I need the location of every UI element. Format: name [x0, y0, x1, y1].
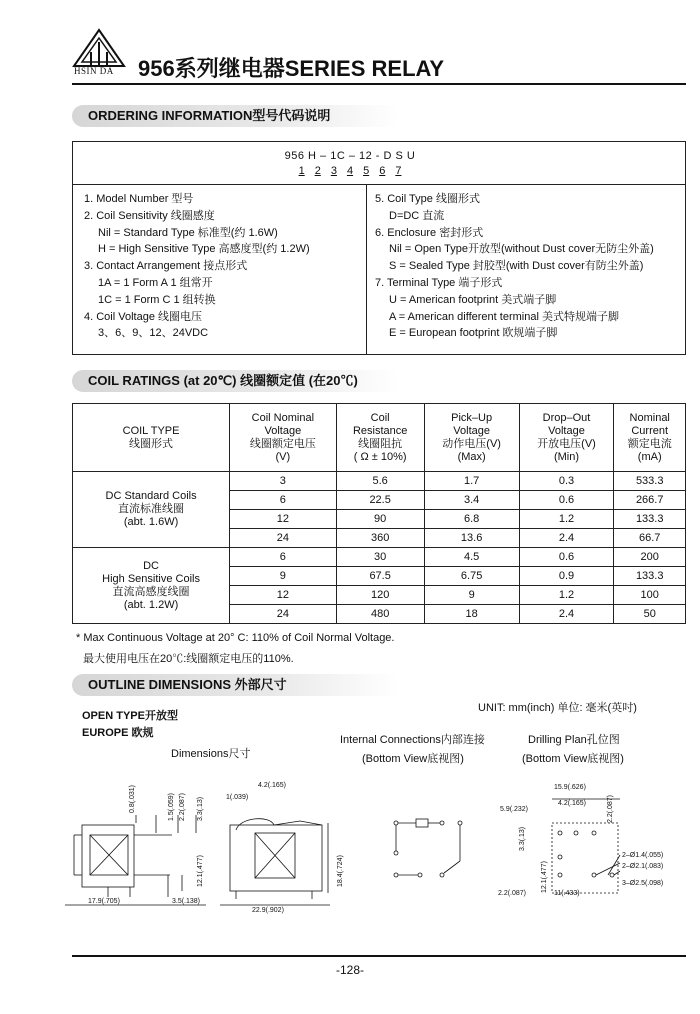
ordering-item: Nil = Open Type开放型(without Dust cover无防尘外盖) — [389, 243, 654, 256]
coil-value-cell: 0.3 — [519, 472, 614, 491]
dim-1.5: 1.5(.059) — [168, 792, 175, 821]
coil-value-cell: 3.4 — [424, 491, 519, 510]
coil-value-cell: 22.5 — [336, 491, 424, 510]
dim-4.2: 4.2(.165) — [258, 782, 287, 789]
ordering-list-left — [84, 191, 310, 342]
unit-label: UNIT: mm(inch) 单位: 毫米(英吋) — [478, 702, 637, 714]
coil-value-cell: 18 — [424, 605, 519, 624]
coil-header-cell: Nominal Current 额定电流 (mA) — [614, 404, 686, 472]
coil-value-cell: 3 — [230, 472, 337, 491]
coil-value-cell: 12 — [230, 510, 337, 529]
ordering-divider — [72, 184, 686, 185]
dim-15.9: 15.9(.626) — [554, 784, 586, 791]
coil-value-cell: 133.3 — [614, 510, 686, 529]
coil-value-cell: 6.75 — [424, 567, 519, 586]
dim-3.3b: 3.3(.13) — [519, 826, 526, 851]
dim-12.1b: 12.1(.477) — [541, 861, 548, 893]
dim-17.9: 17.9(.705) — [88, 898, 120, 905]
dim-4.2b: 4.2(.165) — [558, 800, 587, 807]
coil-value-cell: 100 — [614, 586, 686, 605]
coil-value-cell: 9 — [230, 567, 337, 586]
coil-value-cell: 200 — [614, 548, 686, 567]
coil-value-cell: 9 — [424, 586, 519, 605]
ordering-item: E = European footprint 欧规端子脚 — [389, 327, 558, 340]
ordering-item: 6. Enclosure 密封形式 — [375, 226, 484, 239]
coil-value-cell: 24 — [230, 605, 337, 624]
model-code-digit: 2 — [314, 165, 321, 177]
internal-view-label: (Bottom View底视图) — [362, 753, 464, 765]
dim-hole-2.1: 2–Ø2.1(.083) — [622, 863, 664, 870]
coil-value-cell: 0.6 — [519, 491, 614, 510]
drilling-view-label: (Bottom View底视图) — [522, 753, 624, 765]
dim-hole-2.5: 3–Ø2.5(.098) — [622, 880, 664, 887]
internal-connections-drawing — [394, 819, 462, 877]
ordering-item: D=DC 直流 — [389, 209, 445, 222]
ordering-banner: ORDERING INFORMATION型号代码说明 — [72, 105, 398, 127]
table-row — [73, 548, 686, 567]
drilling-plan-dim-labels — [498, 784, 663, 897]
coil-table-header-row — [73, 404, 686, 472]
coil-ratings-banner: COIL RATINGS (at 20℃) 线圈额定值 (在20℃) — [72, 370, 398, 392]
coil-value-cell: 13.6 — [424, 529, 519, 548]
dim-12.1: 12.1(.477) — [197, 855, 204, 887]
front-view-drawing — [220, 819, 330, 905]
ordering-column-divider — [366, 184, 367, 354]
dim-2.2c: 2.2(.087) — [498, 890, 527, 897]
coil-value-cell: 1.2 — [519, 586, 614, 605]
coil-header-cell: Coil Resistance 线圈阻抗 ( Ω ± 10%) — [336, 404, 424, 472]
dim-2.2b: 2.2(.087) — [607, 794, 614, 823]
side-view-drawing — [65, 815, 206, 905]
ordering-item: Nil = Standard Type 标准型(约 1.6W) — [98, 226, 278, 239]
coil-value-cell: 266.7 — [614, 491, 686, 510]
dim-0.8: 0.8(.031) — [129, 784, 136, 813]
coil-header-cell: Pick–Up Voltage 动作电压(V) (Max) — [424, 404, 519, 472]
model-code-digit: 7 — [395, 165, 402, 177]
coil-value-cell: 90 — [336, 510, 424, 529]
coil-value-cell: 120 — [336, 586, 424, 605]
page-title: 956系列继电器SERIES RELAY — [138, 56, 445, 81]
model-code: 956 H – 1C – 12 - D S U — [284, 150, 416, 162]
coil-value-cell: 30 — [336, 548, 424, 567]
internal-connections-label: Internal Connections内部连接 — [340, 734, 485, 746]
coil-value-cell: 133.3 — [614, 567, 686, 586]
ordering-item: 1. Model Number 型号 — [84, 193, 194, 205]
ordering-item: 4. Coil Voltage 线圈电压 — [84, 310, 202, 323]
dim-22.9: 22.9(.902) — [252, 907, 284, 914]
coil-header-cell: COIL TYPE 线圈形式 — [73, 404, 230, 472]
coil-value-cell: 2.4 — [519, 529, 614, 548]
dim-18.4: 18.4(.724) — [337, 855, 344, 887]
drilling-plan-label: Drilling Plan孔位图 — [528, 734, 620, 746]
coil-value-cell: 533.3 — [614, 472, 686, 491]
ordering-item: 7. Terminal Type 端子形式 — [375, 276, 503, 289]
coil-value-cell: 2.4 — [519, 605, 614, 624]
coil-value-cell: 0.6 — [519, 548, 614, 567]
coil-value-cell: 67.5 — [336, 567, 424, 586]
model-code-digits — [0, 165, 700, 177]
coil-value-cell: 0.9 — [519, 567, 614, 586]
dim-2.2: 2.2(.087) — [179, 792, 186, 821]
ordering-item: U = American footprint 美式端子脚 — [389, 293, 557, 306]
model-code-digit: 5 — [363, 165, 370, 177]
dim-5.9: 5.9(.232) — [500, 806, 529, 813]
dim-hole-1.4: 2–Ø1.4(.055) — [622, 852, 664, 859]
coil-value-cell: 12 — [230, 586, 337, 605]
dim-11: 11(.433) — [554, 890, 580, 897]
coil-value-cell: 1.2 — [519, 510, 614, 529]
ordering-item: H = High Sensitive Type 高感度型(约 1.2W) — [98, 243, 310, 256]
coil-header-cell: Coil Nominal Voltage 线圈额定电压 (V) — [230, 404, 337, 472]
coil-value-cell: 66.7 — [614, 529, 686, 548]
dimensions-label: Dimensions尺寸 — [171, 748, 251, 760]
ordering-item: 2. Coil Sensitivity 线圈感度 — [84, 209, 215, 222]
coil-value-cell: 6 — [230, 548, 337, 567]
coil-value-cell: 5.6 — [336, 472, 424, 491]
page-number: -128- — [335, 963, 364, 977]
coil-header-cell: Drop–Out Voltage 开放电压(V) (Min) — [519, 404, 614, 472]
footer-rule — [72, 955, 686, 957]
model-code-digit: 4 — [346, 165, 354, 177]
model-code-digit: 6 — [379, 165, 386, 177]
dim-3.5: 3.5(.138) — [172, 898, 201, 905]
coil-value-cell: 24 — [230, 529, 337, 548]
model-code-digit: 3 — [330, 165, 337, 177]
ordering-item: 3. Contact Arrangement 接点形式 — [84, 260, 248, 273]
coil-value-cell: 4.5 — [424, 548, 519, 567]
footnote-cn: 最大使用电压在20℃:线圈额定电压的110%. — [83, 653, 294, 665]
coil-value-cell: 6 — [230, 491, 337, 510]
coil-value-cell: 50 — [614, 605, 686, 624]
open-type-label: OPEN TYPE开放型 — [82, 710, 178, 722]
header-rule — [72, 83, 686, 85]
ordering-item: 1A = 1 Form A 1 组常开 — [98, 276, 213, 289]
ordering-item: 3、6、9、12、24VDC — [98, 327, 209, 340]
ordering-item: A = American different terminal 美式特规端子脚 — [389, 310, 619, 323]
europe-label: EUROPE 欧规 — [82, 727, 154, 739]
outline-drawings — [60, 775, 690, 915]
brand-name: HSIN DA — [74, 66, 114, 76]
dim-3.3: 3.3(.13) — [197, 796, 204, 821]
ordering-item: S = Sealed Type 封胶型(with Dust cover有防尘外盖) — [389, 260, 644, 273]
model-code-digit: 1 — [298, 165, 305, 177]
coil-type-cell: DC High Sensitive Coils 直流高感度线圈 (abt. 1.2W) — [73, 548, 230, 624]
coil-type-cell: DC Standard Coils 直流标准线圈 (abt. 1.6W) — [73, 472, 230, 548]
coil-value-cell: 1.7 — [424, 472, 519, 491]
dim-1: 1(.039) — [226, 794, 249, 801]
coil-value-cell: 6.8 — [424, 510, 519, 529]
coil-ratings-table — [72, 403, 686, 624]
ordering-list-right — [375, 191, 654, 342]
footnote-en: * Max Continuous Voltage at 20° C: 110% of Coil Normal Voltage. — [76, 632, 395, 644]
front-view-dim-labels — [226, 782, 344, 914]
outline-banner: OUTLINE DIMENSIONS 外部尺寸 — [72, 674, 398, 696]
ordering-item: 1C = 1 Form C 1 组转换 — [98, 293, 216, 306]
coil-value-cell: 480 — [336, 605, 424, 624]
table-row — [73, 472, 686, 491]
ordering-item: 5. Coil Type 线圈形式 — [375, 193, 480, 205]
coil-value-cell: 360 — [336, 529, 424, 548]
